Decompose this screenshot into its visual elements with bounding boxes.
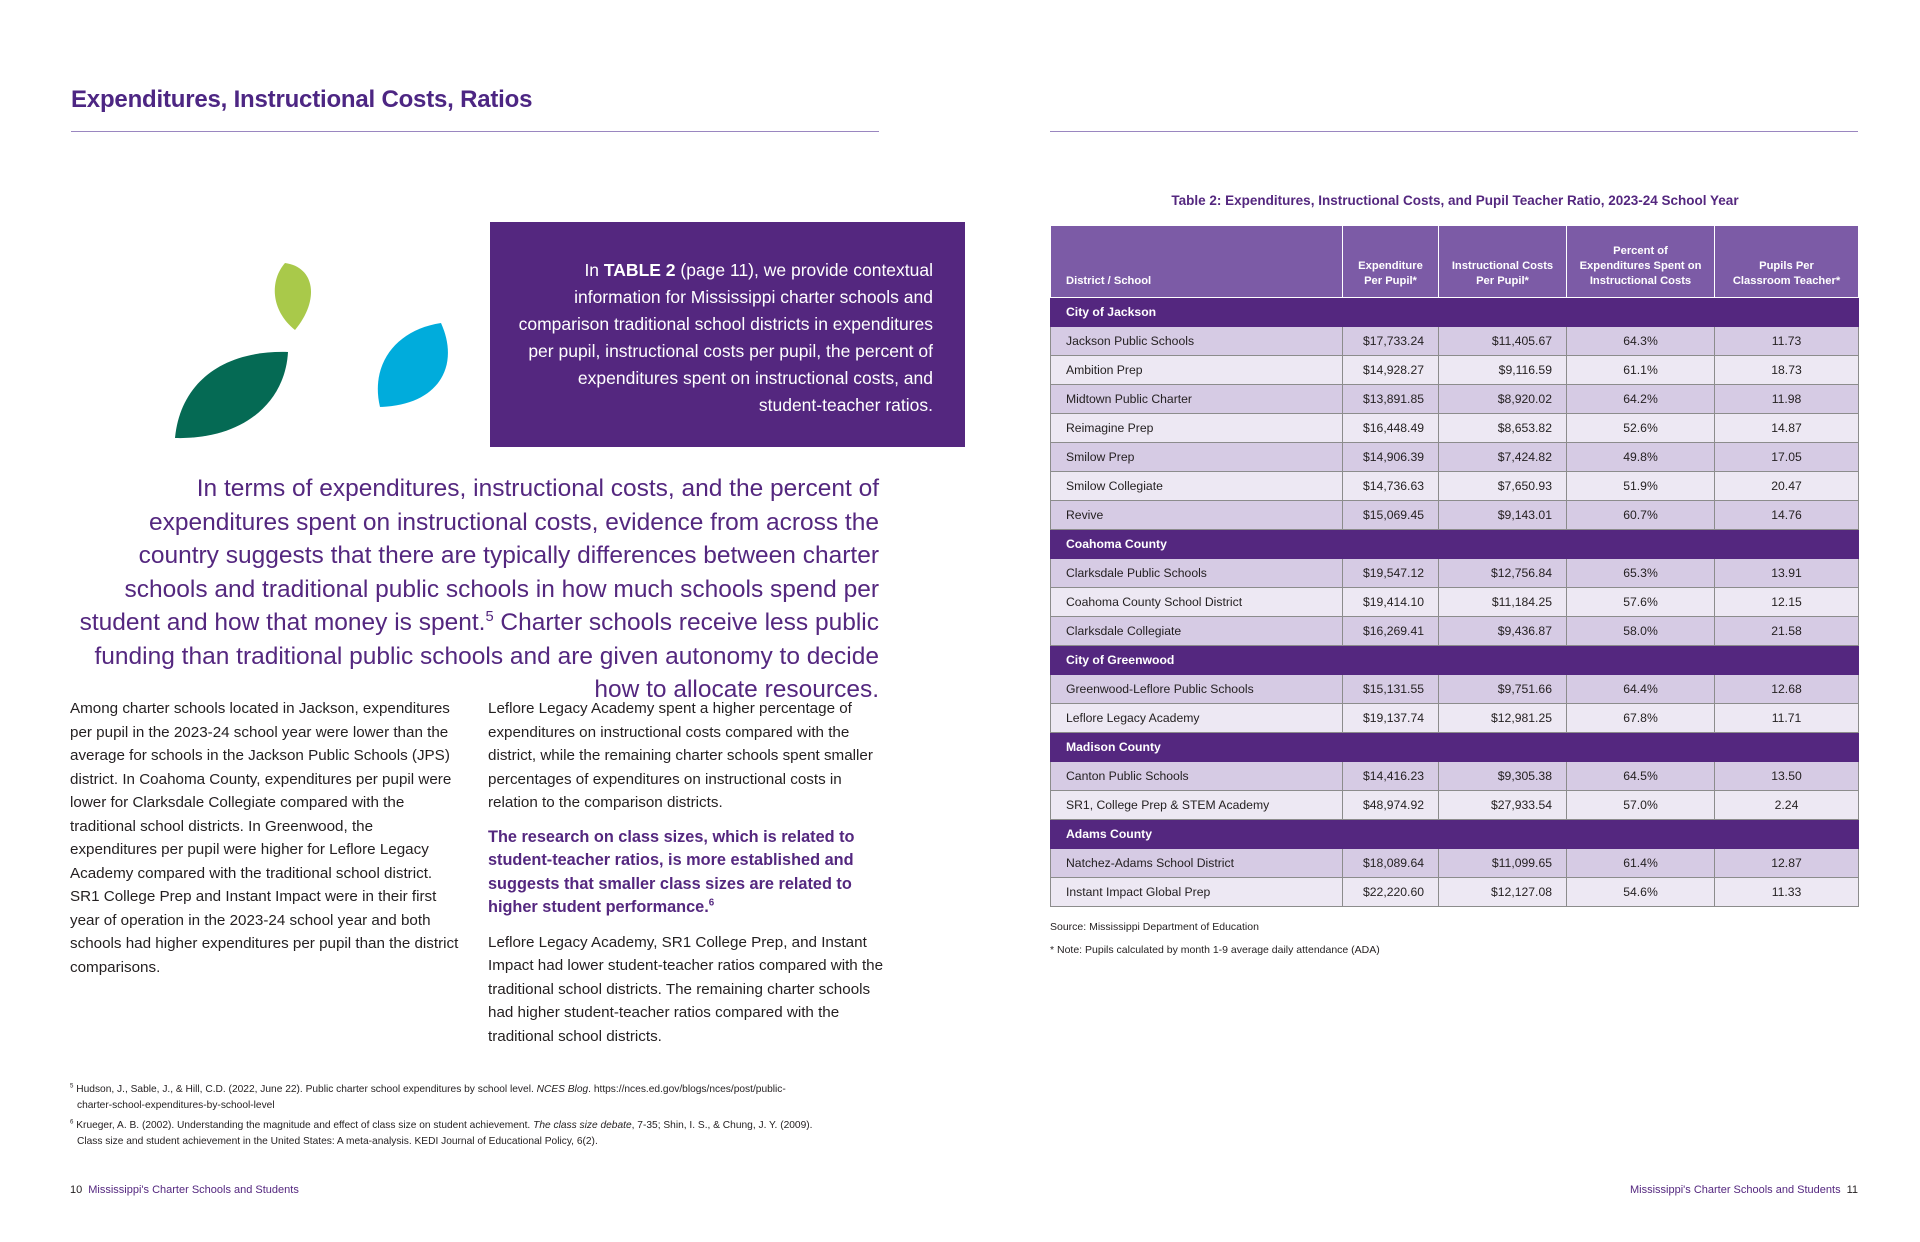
table-body — [1051, 298, 1859, 907]
callout-lead: In — [584, 260, 604, 280]
footnote-number: 5 — [70, 1082, 74, 1090]
cell-expenditure: $16,448.49 — [1343, 414, 1439, 443]
cell-school: Jackson Public Schools — [1051, 327, 1343, 356]
col-header-instructional: Instructional Costs Per Pupil* — [1439, 226, 1567, 298]
cell-instructional: $7,424.82 — [1439, 443, 1567, 472]
cell-instructional: $9,116.59 — [1439, 356, 1567, 385]
callout-table-ref: TABLE 2 — [603, 260, 676, 280]
body-column-left — [70, 697, 460, 990]
footnote-text: Hudson, J., Sable, J., & Hill, C.D. (2022, June 22). Public charter school expenditures by school level. — [76, 1084, 537, 1095]
cell-ratio: 17.05 — [1715, 443, 1859, 472]
cell-ratio: 12.68 — [1715, 675, 1859, 704]
cell-percent: 64.3% — [1567, 327, 1715, 356]
cell-school: Smilow Collegiate — [1051, 472, 1343, 501]
table-row — [1051, 501, 1859, 530]
cell-expenditure: $14,928.27 — [1343, 356, 1439, 385]
table-group-row — [1051, 733, 1859, 762]
cell-instructional: $9,305.38 — [1439, 762, 1567, 791]
cell-expenditure: $48,974.92 — [1343, 791, 1439, 820]
cell-percent: 64.5% — [1567, 762, 1715, 791]
footnote-ref-5: 5 — [485, 608, 494, 625]
page-number: 10 — [70, 1184, 83, 1196]
publication-title: Mississippi's Charter Schools and Students — [88, 1184, 299, 1196]
table-source: Source: Mississippi Department of Education — [1050, 921, 1259, 933]
cell-instructional: $11,405.67 — [1439, 327, 1567, 356]
group-label: Adams County — [1051, 820, 1859, 849]
pull-quote — [64, 472, 879, 707]
footnote-5 — [70, 1082, 890, 1114]
body-column-right — [488, 697, 886, 1059]
table-row — [1051, 443, 1859, 472]
cell-expenditure: $16,269.41 — [1343, 617, 1439, 646]
table-row — [1051, 878, 1859, 907]
table-title: Table 2: Expenditures, Instructional Costs, and Pupil Teacher Ratio, 2023-24 School Year — [1171, 193, 1739, 208]
expenditure-table — [1050, 225, 1859, 907]
table-row — [1051, 588, 1859, 617]
footnote-text-cont: Class size and student achievement in the United States: A meta-analysis. KEDI Journal of Educational Policy, 6(2). — [77, 1136, 598, 1147]
table-group-row — [1051, 820, 1859, 849]
group-label: Madison County — [1051, 733, 1859, 762]
cell-instructional: $9,751.66 — [1439, 675, 1567, 704]
cell-ratio: 20.47 — [1715, 472, 1859, 501]
callout-text: (page 11), we provide contextual information for Mississippi charter schools and comparison traditional school districts in expenditures per pupil, instructional costs per pupil, the percent of expenditures spent on instructional costs, and student-teacher ratios. — [518, 260, 933, 415]
cell-school: Leflore Legacy Academy — [1051, 704, 1343, 733]
cell-percent: 67.8% — [1567, 704, 1715, 733]
table-row — [1051, 559, 1859, 588]
cell-school: Ambition Prep — [1051, 356, 1343, 385]
folio-left — [70, 1184, 299, 1196]
table-group-row — [1051, 530, 1859, 559]
table-row — [1051, 675, 1859, 704]
cell-instructional: $8,920.02 — [1439, 385, 1567, 414]
table-row — [1051, 704, 1859, 733]
cell-school: SR1, College Prep & STEM Academy — [1051, 791, 1343, 820]
group-label: City of Greenwood — [1051, 646, 1859, 675]
cell-school: Clarksdale Public Schools — [1051, 559, 1343, 588]
publication-title: Mississippi's Charter Schools and Students — [1629, 1184, 1841, 1196]
cell-instructional: $11,184.25 — [1439, 588, 1567, 617]
cell-ratio: 21.58 — [1715, 617, 1859, 646]
cell-ratio: 11.98 — [1715, 385, 1859, 414]
cell-percent: 52.6% — [1567, 414, 1715, 443]
table-group-row — [1051, 298, 1859, 327]
body-paragraph: Among charter schools located in Jackson, expenditures per pupil in the 2023-24 school year were lower than the average for schools in the Jackson Public Schools (JPS) district. In Coahoma County, expenditures per pupil were lower for Clarksdale Collegiate compared with the traditional school districts. In Greenwood, the expenditures per pupil were higher for Leflore Legacy Academy compared with the traditional school district. SR1 College Prep and Instant Impact were in their first year of operation in the 2023-24 school year and both schools had higher expenditures per pupil than the district comparisons. — [70, 700, 459, 976]
col-header-school: District / School — [1051, 226, 1343, 298]
cell-ratio: 13.50 — [1715, 762, 1859, 791]
cell-school: Clarksdale Collegiate — [1051, 617, 1343, 646]
cell-expenditure: $19,414.10 — [1343, 588, 1439, 617]
folio-right — [1620, 1184, 1858, 1196]
lime-leaf-icon — [275, 263, 311, 330]
table-intro-callout — [490, 222, 965, 447]
cell-instructional: $11,099.65 — [1439, 849, 1567, 878]
cell-school: Instant Impact Global Prep — [1051, 878, 1343, 907]
leaf-logo-graphic — [170, 255, 470, 455]
page-title: Expenditures, Instructional Costs, Ratios — [71, 86, 533, 113]
cell-percent: 57.6% — [1567, 588, 1715, 617]
cell-ratio: 12.15 — [1715, 588, 1859, 617]
cell-ratio: 14.87 — [1715, 414, 1859, 443]
cell-ratio: 11.73 — [1715, 327, 1859, 356]
cell-instructional: $7,650.93 — [1439, 472, 1567, 501]
cell-instructional: $9,143.01 — [1439, 501, 1567, 530]
cell-percent: 51.9% — [1567, 472, 1715, 501]
table-row — [1051, 385, 1859, 414]
table-note: * Note: Pupils calculated by month 1-9 average daily attendance (ADA) — [1050, 944, 1380, 956]
group-label: Coahoma County — [1051, 530, 1859, 559]
cell-expenditure: $19,137.74 — [1343, 704, 1439, 733]
cell-ratio: 11.33 — [1715, 878, 1859, 907]
blue-leaf-icon — [378, 323, 448, 407]
table-row — [1051, 472, 1859, 501]
cell-expenditure: $17,733.24 — [1343, 327, 1439, 356]
footnote-number: 6 — [70, 1118, 74, 1126]
table-row — [1051, 414, 1859, 443]
page-number: 11 — [1846, 1184, 1858, 1196]
title-divider-left — [71, 131, 879, 132]
cell-expenditure: $14,416.23 — [1343, 762, 1439, 791]
cell-percent: 60.7% — [1567, 501, 1715, 530]
cell-expenditure: $19,547.12 — [1343, 559, 1439, 588]
table-row — [1051, 849, 1859, 878]
cell-expenditure: $14,736.63 — [1343, 472, 1439, 501]
cell-school: Midtown Public Charter — [1051, 385, 1343, 414]
footnote-text: . https://nces.ed.gov/blogs/nces/post/public- — [588, 1084, 786, 1095]
highlight-paragraph — [488, 826, 886, 920]
cell-percent: 64.4% — [1567, 675, 1715, 704]
col-header-expenditure: Expenditure Per Pupil* — [1343, 226, 1439, 298]
cell-school: Reimagine Prep — [1051, 414, 1343, 443]
cell-percent: 61.1% — [1567, 356, 1715, 385]
cell-school: Coahoma County School District — [1051, 588, 1343, 617]
pull-quote-part1: In terms of expenditures, instructional costs, and the percent of expenditures spent on instructional costs, evidence from across the country suggests that there are typically differences between charter schools and traditional public schools in how much schools spend per student and how that money is spent. — [79, 475, 879, 636]
table-row — [1051, 762, 1859, 791]
footnote-italic: The class size debate — [533, 1120, 632, 1131]
cell-percent: 57.0% — [1567, 791, 1715, 820]
footnote-italic: NCES Blog — [536, 1084, 589, 1095]
cell-ratio: 12.87 — [1715, 849, 1859, 878]
cell-school: Revive — [1051, 501, 1343, 530]
cell-expenditure: $22,220.60 — [1343, 878, 1439, 907]
cell-expenditure: $14,906.39 — [1343, 443, 1439, 472]
cell-expenditure: $13,891.85 — [1343, 385, 1439, 414]
cell-school: Canton Public Schools — [1051, 762, 1343, 791]
table-row — [1051, 327, 1859, 356]
cell-ratio: 2.24 — [1715, 791, 1859, 820]
footnote-link-cont: charter-school-expenditures-by-school-level — [77, 1100, 275, 1111]
cell-percent: 61.4% — [1567, 849, 1715, 878]
col-header-ratio: Pupils Per Classroom Teacher* — [1715, 226, 1859, 298]
footnotes — [70, 1082, 890, 1154]
cell-instructional: $12,756.84 — [1439, 559, 1567, 588]
highlight-text: The research on class sizes, which is related to student-teacher ratios, is more established and suggests that smaller class sizes are related to higher student performance. — [488, 827, 855, 916]
cell-instructional: $8,653.82 — [1439, 414, 1567, 443]
footnote-text: Krueger, A. B. (2002). Understanding the magnitude and effect of class size on student achievement. — [76, 1120, 534, 1131]
cell-ratio: 14.76 — [1715, 501, 1859, 530]
cell-expenditure: $15,131.55 — [1343, 675, 1439, 704]
footnote-6 — [70, 1118, 890, 1150]
body-paragraph: Leflore Legacy Academy, SR1 College Prep, and Instant Impact had lower student-teacher ratios compared with the traditional school districts. The remaining charter schools had higher student-teacher ratios compared with the traditional school districts. — [488, 933, 884, 1045]
cell-expenditure: $15,069.45 — [1343, 501, 1439, 530]
cell-ratio: 18.73 — [1715, 356, 1859, 385]
cell-percent: 49.8% — [1567, 443, 1715, 472]
table-group-row — [1051, 646, 1859, 675]
cell-instructional: $12,981.25 — [1439, 704, 1567, 733]
table-row — [1051, 791, 1859, 820]
footnote-ref-6: 6 — [708, 897, 715, 909]
cell-ratio: 11.71 — [1715, 704, 1859, 733]
cell-percent: 58.0% — [1567, 617, 1715, 646]
table-row — [1051, 356, 1859, 385]
footnote-text: , 7-35; Shin, I. S., & Chung, J. Y. (2009). — [631, 1120, 813, 1131]
cell-expenditure: $18,089.64 — [1343, 849, 1439, 878]
green-leaf-icon — [175, 352, 288, 438]
cell-instructional: $27,933.54 — [1439, 791, 1567, 820]
cell-school: Smilow Prep — [1051, 443, 1343, 472]
group-label: City of Jackson — [1051, 298, 1859, 327]
body-paragraph: Leflore Legacy Academy spent a higher percentage of expenditures on instructional costs compared with the district, while the remaining charter schools spent smaller percentages of expenditures on instructional costs in relation to the comparison districts. — [488, 700, 873, 811]
table-header-row — [1051, 226, 1859, 298]
cell-ratio: 13.91 — [1715, 559, 1859, 588]
cell-percent: 64.2% — [1567, 385, 1715, 414]
col-header-percent: Percent of Expenditures Spent on Instructional Costs — [1567, 226, 1715, 298]
cell-percent: 54.6% — [1567, 878, 1715, 907]
cell-percent: 65.3% — [1567, 559, 1715, 588]
table-row — [1051, 617, 1859, 646]
title-divider-right — [1050, 131, 1858, 132]
cell-instructional: $9,436.87 — [1439, 617, 1567, 646]
cell-school: Greenwood-Leflore Public Schools — [1051, 675, 1343, 704]
cell-instructional: $12,127.08 — [1439, 878, 1567, 907]
pull-quote-part2: Charter schools receive less public funding than traditional public schools and are given autonomy to decide how to allocate resources. — [94, 609, 879, 703]
cell-school: Natchez-Adams School District — [1051, 849, 1343, 878]
